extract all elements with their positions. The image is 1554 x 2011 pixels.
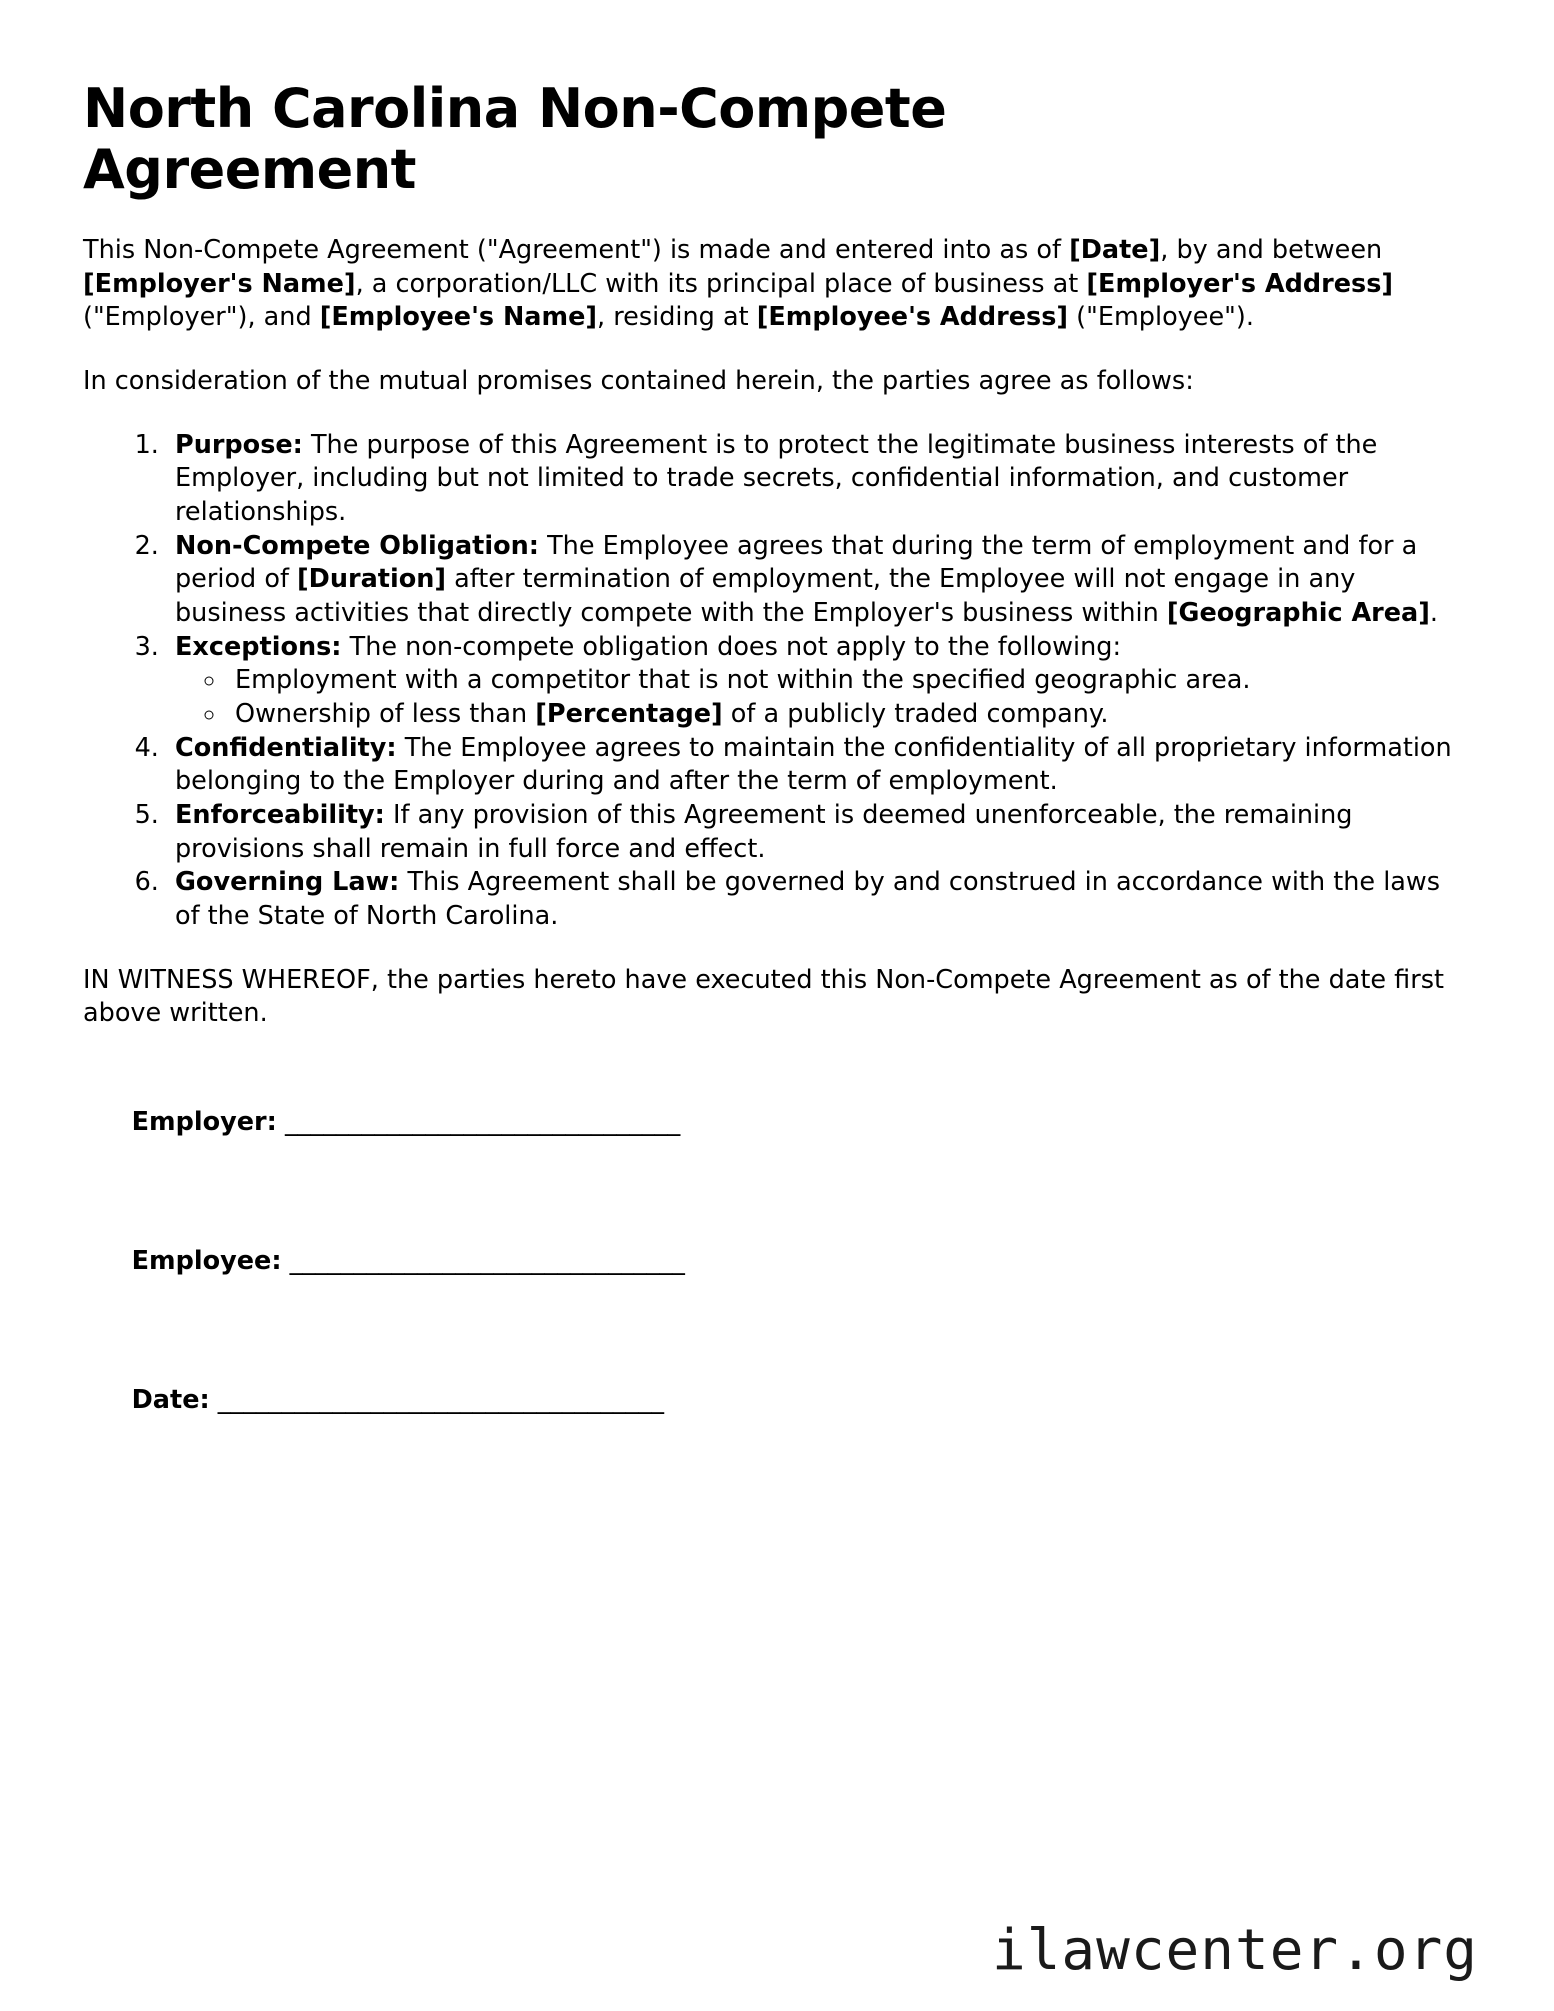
exception-item: [227, 664, 1471, 698]
signature-row-employee: [83, 1212, 1471, 1313]
consideration-paragraph: In consideration of the mutual promises contained herein, the parties agree as follows:: [83, 366, 1194, 396]
signature-label-date: Date:: [131, 1385, 210, 1416]
signature-block: [83, 1073, 1471, 1452]
exceptions-sub-list: [175, 664, 1471, 731]
clause-text: Exceptions: The non-compete obligation does not apply to the following:: [175, 631, 1122, 662]
clause-item-exceptions: [167, 631, 1471, 732]
witness-paragraph: IN WITNESS WHEREOF, the parties hereto have executed this Non-Compete Agreement as of the date first above written.: [83, 964, 1445, 1029]
exception-text: Employment with a competitor that is not within the specified geographic area.: [235, 665, 1251, 696]
page-title: North Carolina Non-Compete Agreement: [83, 77, 947, 202]
intro-paragraph: This Non-Compete Agreement ("Agreement") is made and entered into as of [Date], by and between [Employer's Name], a corporation/LLC with its principal place of business at [Employer's Address] ("Employer"), and [Employee's Name], residing at [Employee's Address] ("Employee").: [83, 235, 1394, 333]
clause-text: Non-Compete Obligation: The Employee agrees that during the term of employment and for a period of [Duration] after termination of employment, the Employee will not engage in any business activities that directly compete with the Employer's business within [Geographic Area].: [175, 530, 1439, 628]
clause-item-enforceability: [167, 799, 1471, 866]
clause-text: Confidentiality: The Employee agrees to maintain the confidentiality of all proprietary information belonging to the Employer during and after the term of employment.: [175, 732, 1452, 797]
clause-item-confidentiality: [167, 732, 1471, 799]
signature-line-employer[interactable]: _______________________________: [276, 1107, 681, 1138]
signature-line-date[interactable]: ___________________________________: [209, 1385, 665, 1416]
signature-row-employer: [83, 1073, 1471, 1174]
signature-label-employer: Employer:: [131, 1107, 277, 1138]
signature-label-employee: Employee:: [131, 1246, 282, 1277]
footer-watermark: ilawcenter.org: [991, 1918, 1478, 1983]
signature-line-employee[interactable]: _______________________________: [281, 1246, 685, 1277]
clause-item-non-compete-obligation: [167, 530, 1471, 631]
exception-text: Ownership of less than [Percentage] of a publicly traded company.: [235, 698, 1109, 729]
clause-item-purpose: [167, 429, 1471, 530]
clause-text: Enforceability: If any provision of this Agreement is deemed unenforceable, the remaining provisions shall remain in full force and effect.: [175, 799, 1353, 864]
clause-item-governing-law: [167, 866, 1471, 933]
exception-item: [227, 698, 1471, 732]
clause-text: Purpose: The purpose of this Agreement is to protect the legitimate business interests of the Employer, including but not limited to trade secrets, confidential information, and customer relationships.: [175, 429, 1378, 527]
clause-list: [83, 429, 1471, 934]
clause-text: Governing Law: This Agreement shall be governed by and construed in accordance with the laws of the State of North Carolina.: [175, 867, 1441, 931]
signature-row-date: [83, 1351, 1471, 1452]
